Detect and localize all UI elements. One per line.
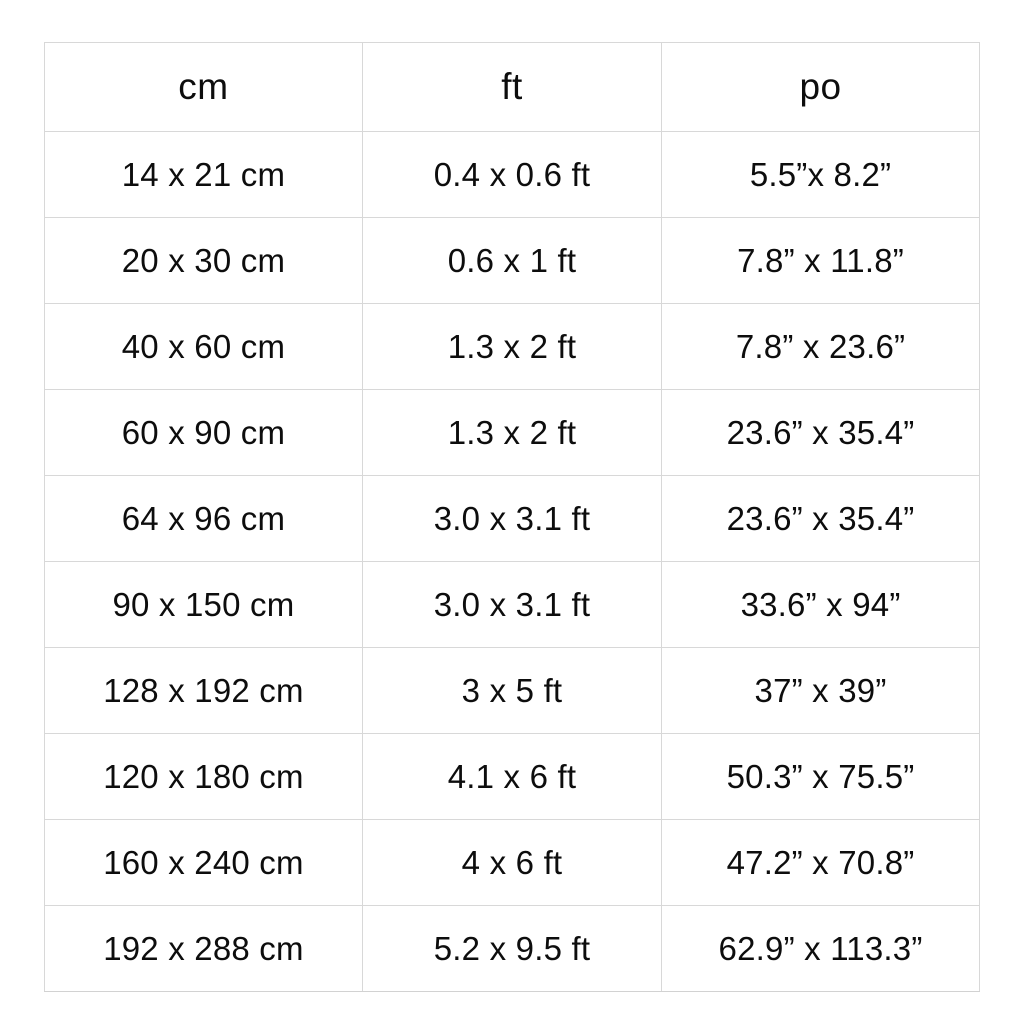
table-body (45, 132, 980, 992)
cell-cm: 90 x 150 cm (45, 562, 363, 648)
cell-po: 62.9” x 113.3” (662, 906, 980, 992)
cell-cm: 128 x 192 cm (45, 648, 363, 734)
table-row (45, 562, 980, 648)
cell-ft: 0.6 x 1 ft (362, 218, 661, 304)
cell-po: 37” x 39” (662, 648, 980, 734)
cell-cm: 40 x 60 cm (45, 304, 363, 390)
column-header-ft: ft (362, 43, 661, 132)
cell-ft: 4 x 6 ft (362, 820, 661, 906)
table-row (45, 734, 980, 820)
cell-cm: 14 x 21 cm (45, 132, 363, 218)
cell-po: 7.8” x 23.6” (662, 304, 980, 390)
cell-po: 23.6” x 35.4” (662, 390, 980, 476)
table-header (45, 43, 980, 132)
column-header-cm: cm (45, 43, 363, 132)
cell-cm: 64 x 96 cm (45, 476, 363, 562)
cell-ft: 1.3 x 2 ft (362, 390, 661, 476)
cell-po: 33.6” x 94” (662, 562, 980, 648)
cell-ft: 3 x 5 ft (362, 648, 661, 734)
cell-po: 50.3” x 75.5” (662, 734, 980, 820)
cell-cm: 120 x 180 cm (45, 734, 363, 820)
cell-ft: 5.2 x 9.5 ft (362, 906, 661, 992)
table-row (45, 906, 980, 992)
cell-po: 47.2” x 70.8” (662, 820, 980, 906)
cell-ft: 4.1 x 6 ft (362, 734, 661, 820)
cell-ft: 1.3 x 2 ft (362, 304, 661, 390)
size-conversion-sheet (44, 42, 980, 972)
cell-cm: 192 x 288 cm (45, 906, 363, 992)
cell-po: 7.8” x 11.8” (662, 218, 980, 304)
cell-ft: 3.0 x 3.1 ft (362, 562, 661, 648)
table-header-row (45, 43, 980, 132)
table-row (45, 304, 980, 390)
column-header-po: po (662, 43, 980, 132)
table-row (45, 132, 980, 218)
cell-ft: 3.0 x 3.1 ft (362, 476, 661, 562)
table-row (45, 218, 980, 304)
table-row (45, 820, 980, 906)
table-row (45, 476, 980, 562)
cell-cm: 160 x 240 cm (45, 820, 363, 906)
cell-ft: 0.4 x 0.6 ft (362, 132, 661, 218)
table-row (45, 648, 980, 734)
cell-po: 23.6” x 35.4” (662, 476, 980, 562)
table-row (45, 390, 980, 476)
size-conversion-table (44, 42, 980, 992)
cell-cm: 20 x 30 cm (45, 218, 363, 304)
cell-cm: 60 x 90 cm (45, 390, 363, 476)
cell-po: 5.5”x 8.2” (662, 132, 980, 218)
